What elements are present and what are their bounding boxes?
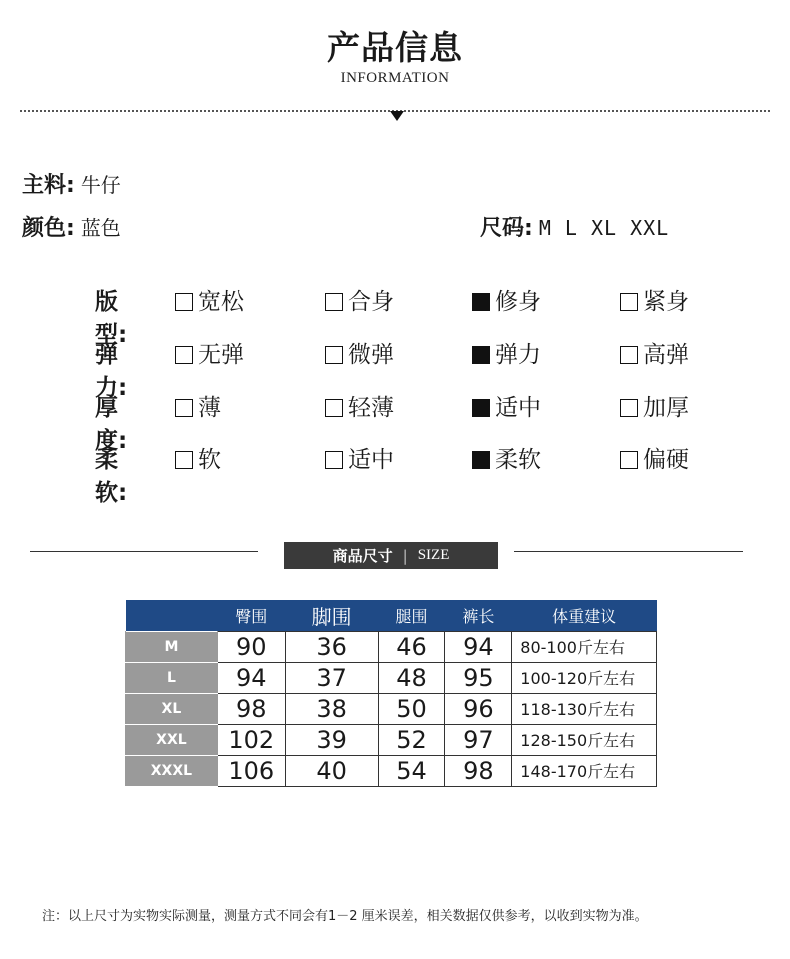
size-row-label: M [126, 631, 218, 662]
page-subtitle: INFORMATION [340, 70, 450, 86]
attribute-option-label: 薄 [198, 395, 221, 421]
size-table-column-header: 腿围 [378, 600, 445, 631]
size-table-column-header: 臀围 [217, 600, 285, 631]
unchecked-box-icon [325, 293, 343, 311]
unchecked-box-icon [325, 346, 343, 364]
unchecked-box-icon [325, 399, 343, 417]
size-value: M L XL XXL [538, 216, 670, 240]
size-row-label: L [126, 662, 218, 693]
unchecked-box-icon [175, 293, 193, 311]
unchecked-box-icon [620, 346, 638, 364]
table-cell: 94 [217, 662, 285, 693]
color-row [22, 211, 121, 242]
table-cell: 97 [445, 724, 512, 755]
table-row [126, 724, 657, 755]
table-cell: 54 [378, 755, 445, 786]
table-cell: 90 [217, 631, 285, 662]
color-value: 蓝色 [80, 216, 121, 240]
size-table-column-header [126, 600, 218, 631]
page-title: 产品信息 [327, 28, 463, 67]
size-table [125, 600, 657, 787]
size-divider-right [514, 551, 743, 552]
attribute-option-label: 软 [198, 447, 221, 473]
size-title-en: SIZE [417, 547, 450, 563]
table-cell: 52 [378, 724, 445, 755]
table-cell: 98 [217, 693, 285, 724]
attribute-option [472, 441, 541, 474]
weight-cell: 128-150斤左右 [512, 724, 657, 755]
attribute-option [472, 283, 541, 316]
attribute-label: 柔软: [95, 447, 128, 506]
attribute-option [620, 441, 689, 474]
unchecked-box-icon [175, 346, 193, 364]
size-row-label: XXXL [126, 755, 218, 786]
attribute-option [620, 283, 689, 316]
attribute-option-label: 加厚 [643, 395, 689, 421]
measurement-note: 注：以上尺寸为实物实际测量，测量方式不同会有1－2 厘米误差，相关数据仅供参考，以收到实物为准。 [42, 909, 648, 924]
attribute-option-label: 柔软 [495, 447, 541, 473]
unchecked-box-icon [325, 451, 343, 469]
attribute-option [175, 441, 221, 474]
size-table-column-header: 裤长 [445, 600, 512, 631]
unchecked-box-icon [620, 399, 638, 417]
table-cell: 38 [285, 693, 378, 724]
checked-box-icon [472, 346, 490, 364]
material-value: 牛仔 [80, 173, 121, 197]
table-cell: 102 [217, 724, 285, 755]
size-section-tag [284, 542, 498, 569]
table-cell: 46 [378, 631, 445, 662]
size-label: 尺码: [480, 216, 533, 241]
size-table-header [126, 600, 657, 631]
attribute-option-label: 高弹 [643, 342, 689, 368]
attribute-option-label: 偏硬 [643, 447, 689, 473]
weight-cell: 80-100斤左右 [512, 631, 657, 662]
table-cell: 39 [285, 724, 378, 755]
table-cell: 94 [445, 631, 512, 662]
table-cell: 95 [445, 662, 512, 693]
attribute-option [620, 336, 689, 369]
weight-cell: 118-130斤左右 [512, 693, 657, 724]
size-divider-left [30, 551, 258, 552]
attribute-option [620, 389, 689, 422]
attribute-option-label: 宽松 [198, 289, 244, 315]
size-title-cn: 商品尺寸 [332, 547, 393, 565]
attribute-option-label: 适中 [495, 395, 541, 421]
attribute-option-label: 适中 [348, 447, 394, 473]
attribute-option-label: 无弹 [198, 342, 244, 368]
material-label: 主料: [22, 173, 75, 198]
attribute-option [325, 283, 394, 316]
attribute-option [472, 389, 541, 422]
unchecked-box-icon [175, 451, 193, 469]
size-row-label: XL [126, 693, 218, 724]
table-row [126, 662, 657, 693]
table-cell: 37 [285, 662, 378, 693]
checked-box-icon [472, 293, 490, 311]
attribute-option-label: 修身 [495, 289, 541, 315]
attribute-option [472, 336, 541, 369]
size-table-column-header: 脚围 [285, 600, 378, 631]
table-cell: 36 [285, 631, 378, 662]
attribute-option [325, 441, 394, 474]
weight-cell: 100-120斤左右 [512, 662, 657, 693]
unchecked-box-icon [620, 451, 638, 469]
triangle-down-icon [390, 111, 404, 121]
unchecked-box-icon [620, 293, 638, 311]
size-table-column-header: 体重建议 [512, 600, 657, 631]
attribute-option-label: 合身 [348, 289, 394, 315]
attribute-label: 厚度: [95, 395, 128, 454]
table-row [126, 693, 657, 724]
attribute-option [175, 336, 244, 369]
size-title-separator: | [402, 546, 408, 565]
unchecked-box-icon [175, 399, 193, 417]
table-cell: 48 [378, 662, 445, 693]
attribute-option-label: 紧身 [643, 289, 689, 315]
material-row [22, 168, 121, 199]
attribute-option-label: 微弹 [348, 342, 394, 368]
attribute-label: 版型: [95, 289, 128, 348]
color-label: 颜色: [22, 216, 75, 241]
checked-box-icon [472, 399, 490, 417]
weight-cell: 148-170斤左右 [512, 755, 657, 786]
attribute-option-label: 弹力 [495, 342, 541, 368]
attribute-option [175, 389, 221, 422]
size-row [480, 211, 669, 242]
attribute-option [325, 336, 394, 369]
table-row [126, 631, 657, 662]
table-cell: 96 [445, 693, 512, 724]
attribute-option [325, 389, 394, 422]
size-row-label: XXL [126, 724, 218, 755]
attribute-option [175, 283, 244, 316]
table-cell: 50 [378, 693, 445, 724]
table-cell: 98 [445, 755, 512, 786]
attribute-label: 弹力: [95, 342, 128, 401]
table-row [126, 755, 657, 786]
table-cell: 40 [285, 755, 378, 786]
attribute-option-label: 轻薄 [348, 395, 394, 421]
checked-box-icon [472, 451, 490, 469]
table-cell: 106 [217, 755, 285, 786]
